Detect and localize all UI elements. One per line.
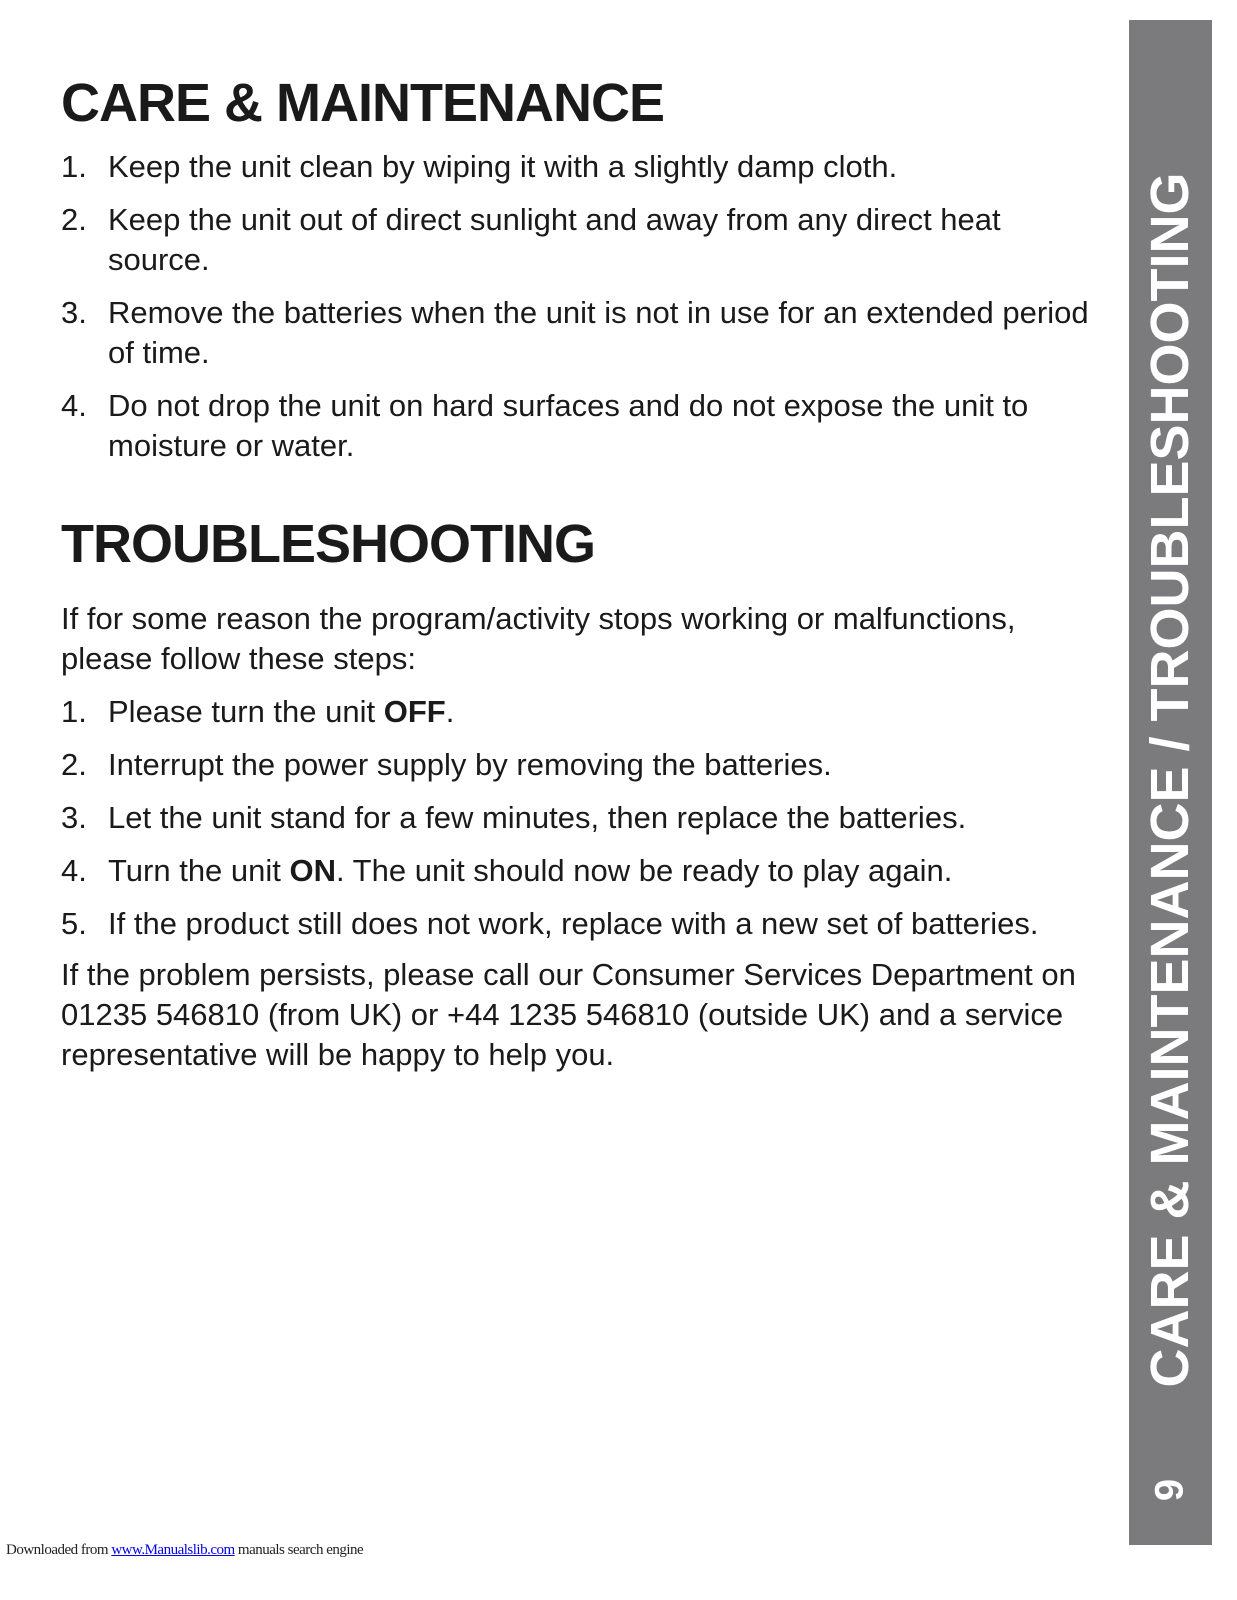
item-number: 1.: [61, 149, 87, 184]
item-text: Do not drop the unit on hard surfaces and do not expose the unit to moisture or water.: [108, 388, 1029, 463]
item-text: Please turn the unit: [108, 694, 384, 729]
sidebar-title: CARE & MAINTENANCE / TROUBLESHOOTING: [1140, 172, 1200, 1388]
care-list: [61, 147, 1106, 479]
item-text-end: . The unit should now be ready to play again.: [336, 853, 953, 888]
section-sidebar: [1129, 20, 1212, 1545]
item-number: 5.: [61, 906, 87, 941]
list-item: [61, 851, 1106, 891]
item-text: Keep the unit clean by wiping it with a slightly damp cloth.: [108, 149, 898, 184]
troubleshooting-outro: If the problem persists, please call our Consumer Services Department on 01235 546810 (from UK) or +44 1235 546810 (outside UK) and a service representative will be happy to help you.: [61, 957, 1076, 1072]
item-bold-text: OFF: [383, 694, 446, 729]
footer-suffix: manuals search engine: [234, 1542, 364, 1558]
item-bold-text: ON: [289, 853, 337, 888]
manualslib-link[interactable]: www.Manualslib.com: [111, 1542, 235, 1558]
list-item: [61, 798, 1106, 838]
item-text: Remove the batteries when the unit is not in use for an extended period of time.: [108, 295, 1089, 370]
list-item: [61, 147, 1106, 187]
download-footer: [6, 1542, 363, 1559]
list-item: [61, 200, 1106, 280]
page-number: 9: [1147, 1478, 1192, 1502]
item-number: 4.: [61, 388, 87, 423]
item-number: 3.: [61, 800, 87, 835]
item-number: 3.: [61, 295, 87, 330]
troubleshooting-heading: TROUBLESHOOTING: [61, 514, 595, 574]
item-text: Turn the unit: [108, 853, 290, 888]
troubleshooting-intro: If for some reason the program/activity stops working or malfunctions, please follow these steps:: [61, 601, 1016, 676]
item-text: Interrupt the power supply by removing the batteries.: [108, 747, 832, 782]
item-text: If the product still does not work, replace with a new set of batteries.: [108, 906, 1039, 941]
item-number: 2.: [61, 202, 87, 237]
list-item: [61, 904, 1106, 944]
item-text: Let the unit stand for a few minutes, then replace the batteries.: [108, 800, 967, 835]
list-item: [61, 692, 1106, 732]
list-item: [61, 293, 1106, 373]
troubleshooting-steps: [61, 692, 1106, 957]
footer-prefix: Downloaded from: [6, 1542, 112, 1558]
item-number: 4.: [61, 853, 87, 888]
list-item: [61, 745, 1106, 785]
item-text-end: .: [445, 694, 455, 729]
item-number: 1.: [61, 694, 87, 729]
item-number: 2.: [61, 747, 87, 782]
care-maintenance-heading: CARE & MAINTENANCE: [61, 73, 664, 133]
item-text: Keep the unit out of direct sunlight and away from any direct heat source.: [108, 202, 1001, 277]
list-item: [61, 386, 1106, 466]
